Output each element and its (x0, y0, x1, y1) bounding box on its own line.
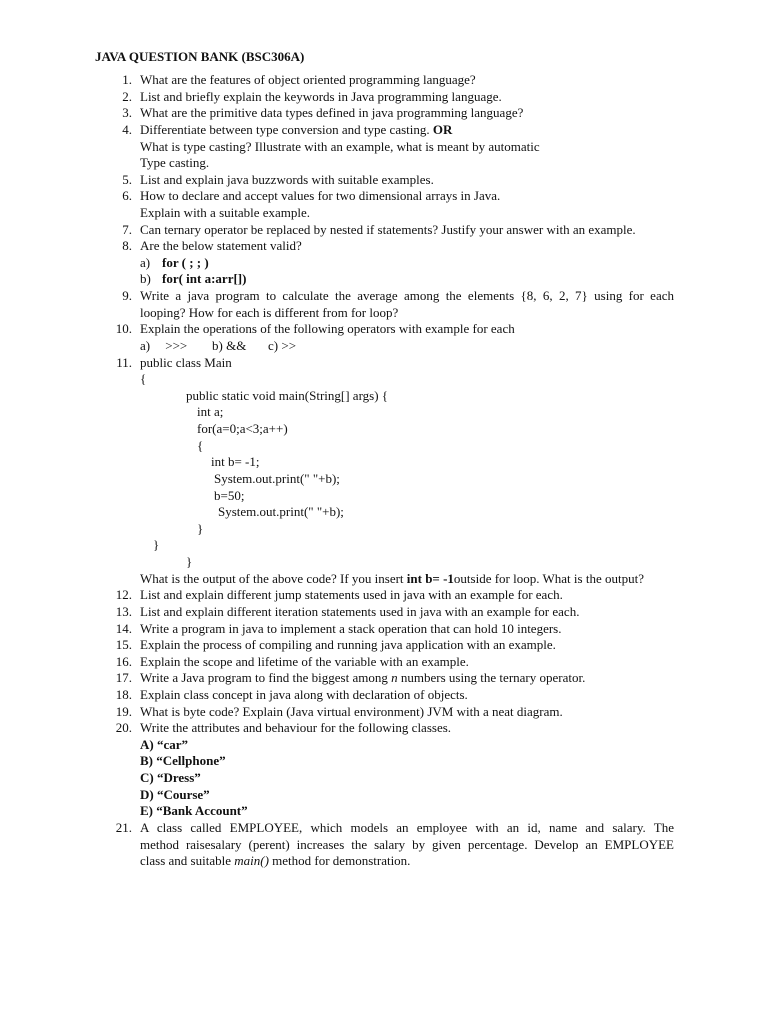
question-number: 1. (122, 72, 132, 87)
question-number: 8. (122, 238, 132, 254)
text-segment: List and briefly explain the keywords in Java programming language. (140, 88, 502, 104)
text-segment: looping? How for each is different from for loop? (140, 304, 399, 320)
question-line (140, 687, 468, 703)
question-number: 15. (115, 637, 132, 653)
question-line (140, 72, 476, 88)
question-line (140, 222, 636, 238)
bold-text: int b= -1 (406, 570, 454, 586)
sub-item (140, 271, 246, 287)
code-line: System.out.print(" "+b); (214, 470, 340, 486)
text-segment: method raisesalary (perent) increases the salary by given percentage. Develop an EMPLOYEE (140, 836, 674, 852)
text-segment: outside for loop. What is the output? (453, 570, 644, 586)
question-line (140, 321, 515, 337)
sub-item (140, 255, 209, 271)
class-item: D) “Course” (140, 786, 210, 802)
text-segment: Write a program in java to implement a stack operation that can hold 10 integers. (140, 620, 562, 636)
code-line: } (153, 537, 160, 553)
option-label: c) (268, 337, 279, 353)
question-number: 3. (122, 105, 132, 121)
text-segment: What are the primitive data types defined in java programming language? (140, 105, 524, 121)
question-line (140, 837, 674, 853)
text-segment: Explain the scope and lifetime of the variable with an example. (140, 653, 469, 669)
question-number: 16. (115, 653, 132, 669)
text-segment: What is byte code? Explain (Java virtual environment) JVM with a neat diagram. (140, 703, 563, 719)
question-line (140, 205, 310, 221)
question-line (140, 604, 579, 620)
code-line: } (197, 520, 204, 536)
question-number: 4. (122, 121, 132, 137)
italic-text: n (391, 670, 398, 686)
question-number: 5. (122, 171, 132, 187)
question-number: 20. (115, 720, 132, 736)
question-line (140, 188, 500, 204)
code-line: for(a=0;a<3;a++) (197, 421, 288, 436)
sub-item-code: for( int a:arr[]) (162, 271, 247, 287)
question-line (140, 172, 434, 188)
text-segment: Write a java program to calculate the average among the elements {8, 6, 2, 7} using for each (140, 288, 674, 304)
text-segment: Explain class concept in java along with declaration of objects. (140, 686, 468, 702)
text-segment: public class Main (140, 354, 232, 370)
option-operator: >> (281, 337, 297, 353)
document-title: JAVA QUESTION BANK (BSC306A) (95, 49, 305, 64)
question-line (140, 305, 398, 321)
question-number: 18. (115, 686, 132, 702)
question-number: 12. (115, 587, 132, 603)
question-number: 21. (115, 819, 132, 835)
sub-item-code: for ( ; ; ) (162, 254, 209, 270)
sub-item-label: a) (140, 254, 151, 270)
class-item: E) “Bank Account” (140, 803, 248, 819)
text-segment: class and suitable (140, 853, 235, 869)
option-operator: >>> (165, 337, 188, 353)
question-line (140, 238, 302, 254)
question-number: 7. (122, 221, 132, 237)
question-number: 10. (115, 321, 132, 337)
text-segment: Explain the process of compiling and running java application with an example. (140, 637, 556, 653)
operator-options (140, 338, 308, 354)
question-number: 19. (115, 703, 132, 719)
question-line (140, 637, 556, 653)
text-segment: numbers using the ternary operator. (397, 670, 586, 686)
code-line: int a; (197, 404, 224, 420)
option-label: b) (212, 337, 223, 353)
question-line (140, 122, 452, 138)
question-line (140, 155, 209, 171)
option-operator: && (226, 337, 247, 353)
text-segment: Explain the operations of the following operators with example for each (140, 321, 515, 337)
text-segment: Explain with a suitable example. (140, 205, 311, 220)
bold-text: OR (432, 121, 453, 137)
text-segment: Write a Java program to find the biggest among (140, 670, 392, 686)
question-number: 2. (122, 88, 132, 104)
question-line (140, 587, 563, 603)
code-line: { (197, 437, 204, 453)
text-segment: Write the attributes and behaviour for the following classes. (140, 720, 452, 736)
question-number: 11. (116, 354, 132, 370)
question-line (140, 654, 469, 670)
code-line: public static void main(String[] args) { (186, 387, 389, 403)
code-line: } (186, 554, 193, 569)
text-segment: List and explain different iteration statements used in java with an example for each. (140, 603, 580, 619)
question-line (140, 139, 540, 155)
sub-item-label: b) (140, 271, 151, 287)
question-number: 17. (115, 670, 132, 686)
text-segment: Type casting. (140, 155, 210, 171)
question-line (140, 89, 502, 105)
class-item: C) “Dress” (140, 770, 201, 785)
question-line (140, 820, 674, 836)
text-segment: What is type casting? Illustrate with an example, what is meant by automatic (140, 138, 540, 154)
question-line (140, 621, 561, 637)
class-item: B) “Cellphone” (140, 753, 226, 769)
option-label: a) (140, 337, 151, 353)
question-line (140, 853, 410, 869)
text-segment: Can ternary operator be replaced by nested if statements? Justify your answer with an example. (140, 221, 636, 237)
operator-option (268, 338, 308, 354)
question-line (140, 571, 644, 587)
code-line: { (140, 371, 147, 387)
question-line (140, 105, 523, 121)
text-segment: A class called EMPLOYEE, which models an employee with an id, name and salary. The (140, 819, 674, 835)
text-segment: List and explain different jump statements used in java with an example for each. (140, 587, 563, 603)
question-line (140, 704, 563, 720)
operator-option (140, 338, 212, 354)
text-segment: List and explain java buzzwords with suitable examples. (140, 171, 434, 187)
question-number: 14. (115, 620, 132, 636)
question-line (140, 355, 232, 371)
question-number: 9. (122, 288, 132, 304)
question-number: 6. (122, 188, 132, 204)
text-segment: method for demonstration. (268, 853, 411, 869)
operator-option (212, 338, 268, 354)
question-number: 13. (115, 603, 132, 619)
text-segment: Differentiate between type conversion and type casting. (140, 121, 433, 137)
text-segment: What is the output of the above code? If you insert (140, 570, 407, 586)
question-line (140, 670, 585, 686)
text-segment: How to declare and accept values for two dimensional arrays in Java. (140, 188, 501, 204)
question-line (140, 720, 451, 736)
code-line: int b= -1; (211, 454, 260, 470)
code-line: b=50; (214, 487, 245, 503)
italic-text: main() (234, 853, 269, 869)
question-line (140, 288, 674, 304)
text-segment: What are the features of object oriented programming language? (140, 72, 476, 87)
class-item: A) “car” (140, 736, 189, 752)
code-line: System.out.print(" "+b); (218, 504, 344, 520)
text-segment: Are the below statement valid? (140, 238, 302, 254)
